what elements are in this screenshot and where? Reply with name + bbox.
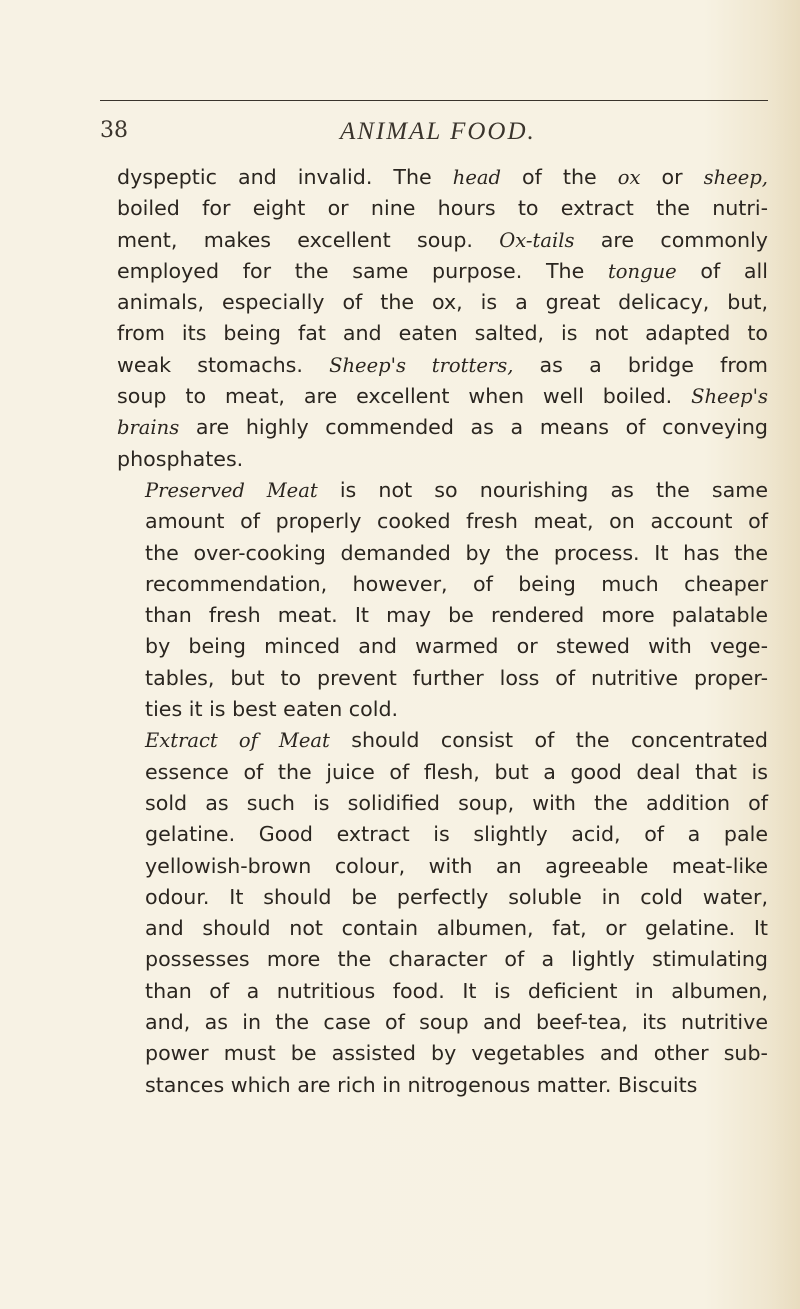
text-line	[117, 631, 768, 662]
text-run: phosphates.	[117, 446, 244, 471]
text-line	[117, 819, 768, 850]
text-run: from its being fat and eaten salted, is not adapted to	[117, 321, 768, 346]
text-line	[117, 318, 768, 349]
text-run: animals, especially of the ox, is a great delicacy, but,	[117, 290, 768, 315]
text-line	[117, 944, 768, 975]
text-run: odour. It should be perfectly soluble in cold water,	[145, 884, 768, 909]
text-line	[117, 757, 768, 788]
text-run: possesses more the character of a lightly stimulating	[145, 947, 768, 972]
italic-term: tongue	[607, 259, 677, 283]
text-run: as a bridge from	[513, 352, 768, 377]
italic-term: brains	[117, 416, 180, 440]
text-line	[117, 444, 768, 475]
text-run: and, as in the case of soup and beef-tea, its nutritive	[145, 1010, 768, 1035]
text-run: yellowish-brown colour, with an agreeable meat-like	[145, 853, 768, 878]
text-line	[117, 694, 768, 725]
text-run: amount of properly cooked fresh meat, on account of	[145, 509, 768, 534]
text-line	[117, 475, 768, 506]
text-run: recommendation, however, of being much cheaper	[145, 571, 768, 596]
italic-term: Extract of Meat	[145, 729, 330, 753]
text-line	[117, 225, 768, 256]
text-line	[117, 506, 768, 537]
text-line	[117, 725, 768, 756]
italic-term: sheep,	[703, 166, 768, 189]
text-run: of the	[501, 165, 618, 189]
text-run: dyspeptic and invalid. The	[117, 165, 453, 189]
text-line	[117, 162, 768, 193]
text-line	[117, 381, 768, 412]
italic-term: Preserved Meat	[145, 478, 318, 502]
text-line	[117, 1007, 768, 1038]
paragraph	[117, 475, 768, 725]
italic-term: Sheep's	[691, 385, 768, 409]
text-run: by being minced and warmed or stewed with vege-	[145, 634, 768, 659]
text-run: weak stomachs.	[117, 352, 330, 377]
text-line	[117, 882, 768, 913]
text-line	[117, 913, 768, 944]
text-run: of all	[676, 258, 768, 283]
text-run: than of a nutritious food. It is deficient in albumen,	[145, 978, 768, 1003]
body-text	[117, 162, 768, 1101]
italic-term: Ox-tails	[499, 228, 575, 252]
text-run: gelatine. Good extract is slightly acid, of a pale	[145, 822, 768, 847]
text-run: boiled for eight or nine hours to extract the nutri-	[117, 196, 768, 221]
text-line	[117, 1070, 768, 1101]
page-number: 38	[100, 118, 128, 143]
italic-term: ox	[617, 166, 641, 189]
text-line	[117, 976, 768, 1007]
running-head: ANIMAL FOOD.	[340, 118, 536, 145]
text-run: than fresh meat. It may be rendered more palatable	[145, 603, 768, 628]
text-run: ment, makes excellent soup.	[117, 227, 500, 252]
text-line	[117, 538, 768, 569]
text-run: employed for the same purpose. The	[117, 258, 608, 283]
text-line	[117, 663, 768, 694]
text-run: power must be assisted by vegetables and other sub-	[145, 1041, 768, 1066]
text-run: stances which are rich in nitrogenous matter. Biscuits	[145, 1072, 698, 1097]
italic-term: head	[452, 166, 501, 189]
text-run: ties it is best eaten cold.	[145, 697, 399, 722]
text-line	[117, 569, 768, 600]
text-run: soup to meat, are excellent when well boiled.	[117, 384, 692, 409]
text-line	[117, 851, 768, 882]
text-line	[117, 788, 768, 819]
text-line	[117, 1038, 768, 1069]
page-header	[100, 118, 768, 152]
paragraph	[117, 725, 768, 1101]
text-run: is not so nourishing as the same	[317, 477, 768, 502]
text-run: should consist of the concentrated	[329, 728, 768, 753]
text-run: essence of the juice of flesh, but a good deal that is	[145, 759, 768, 784]
text-line	[117, 600, 768, 631]
text-line	[117, 287, 768, 318]
text-line	[117, 350, 768, 381]
text-run: sold as such is solidified soup, with the addition of	[145, 790, 768, 815]
text-run: are commonly	[574, 227, 768, 252]
header-rule	[100, 100, 768, 101]
paragraph	[117, 162, 768, 475]
text-run: tables, but to prevent further loss of nutritive proper-	[145, 665, 768, 690]
text-line	[117, 256, 768, 287]
text-line	[117, 412, 768, 443]
text-run: are highly commended as a means of conveying	[179, 415, 768, 440]
text-run: and should not contain albumen, fat, or gelatine. It	[145, 916, 768, 941]
text-run: the over-cooking demanded by the process. It has the	[145, 540, 768, 565]
italic-term: Sheep's trotters,	[329, 353, 514, 377]
text-line	[117, 193, 768, 224]
text-run: or	[640, 165, 704, 189]
